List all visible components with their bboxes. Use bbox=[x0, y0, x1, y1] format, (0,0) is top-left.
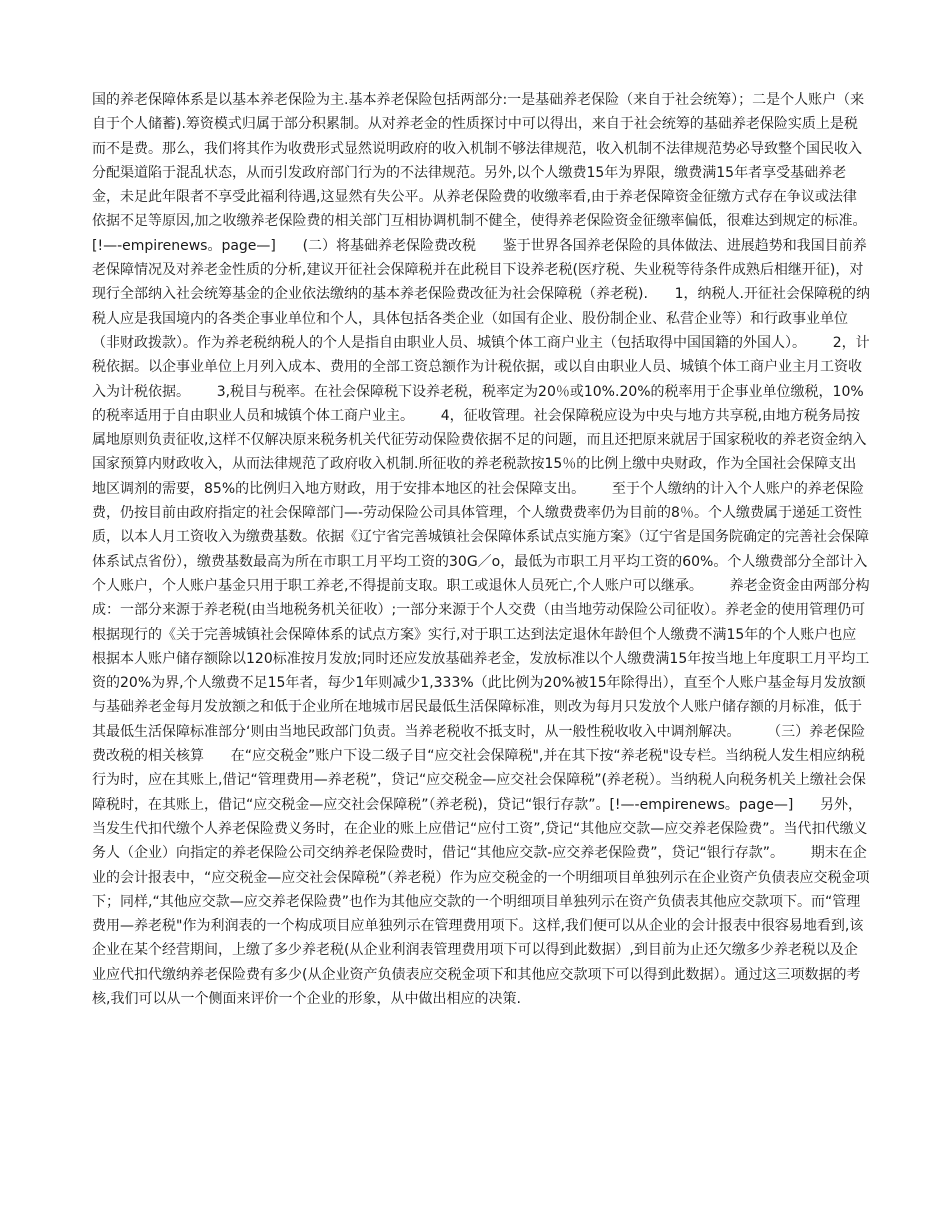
document-page bbox=[92, 88, 870, 1011]
document-body-text: 国的养老保障体系是以基本养老保险为主.基本养老保险包括两部分:一是基础养老保险（来自于社会统筹）；二是个人账户（来自于个人储蓄).筹资模式归属于部分积累制。从对养老金的性质探讨中可以得出，来自于社会统筹的基础养老保险实质上是税而不是费。那么，我们将其作为收费形式显然说明政府的收入机制不够法律规范，收入机制不法律规范势必导致整个国民收入分配渠道陷于混乱状态，从而引发政府部门行为的不法律规范。另外,以个人缴费15年为界限，缴费满15年者享受基础养老金，未足此年限者不享受此福利待遇,这显然有失公平。从养老保险费的收缴率看,由于养老保障资金征缴方式存在争议或法律依据不足等原因,加之收缴养老保险费的相关部门互相协调机制不健全，使得养老保险资金征缴率偏低，很难达到规定的标准。[!—-empirenews。page—] (二）将基础养老保险费改税 鉴于世界各国养老保险的具体做法、进展趋势和我国目前养老保障情况及对养老金性质的分析,建议开征社会保障税并在此税目下设养老税(医疗税、失业税等待条件成熟后相继开征)，对现行全部纳入社会统筹基金的企业依法缴纳的基本养老保险费改征为社会保障税（养老税). 1，纳税人.开征社会保障税的纳税人应是我国境内的各类企事业单位和个人，具体包括各类企业（如国有企业、股份制企业、私营企业等）和行政事业单位（非财政拨款）。作为养老税纳税人的个人是指自由职业人员、城镇个体工商户业主（包括取得中国国籍的外国人）。 2，计税依据。以企事业单位上月列入成本、费用的全部工资总额作为计税依据，或以自由职业人员、城镇个体工商户业主月工资收入为计税依据。 3,税目与税率。在社会保障税下设养老税，税率定为20％或10%.20%的税率用于企事业单位缴税，10%的税率适用于自由职业人员和城镇个体工商户业主。 4，征收管理。社会保障税应设为中央与地方共享税,由地方税务局按属地原则负责征收,这样不仅解决原来税务机关代征劳动保险费依据不足的问题，而且还把原来就居于国家税收的养老资金纳入国家预算内财政收入，从而法律规范了政府收入机制.所征收的养老税款按15％的比例上缴中央财政，作为全国社会保障支出地区调剂的需要，85%的比例归入地方财政，用于安排本地区的社会保障支出。 至于个人缴纳的计入个人账户的养老保险费，仍按目前由政府指定的社会保障部门—-劳动保险公司具体管理，个人缴费费率仍为目前的8％。个人缴费属于递延工资性质，以本人月工资收入为缴费基数。依据《辽宁省完善城镇社会保障体系试点实施方案》（辽宁省是国务院确定的完善社会保障体系试点省份），缴费基数最高为所在市职工月平均工资的30G／o，最低为市职工月平均工资的60%。个人缴费部分全部计入个人账户，个人账户基金只用于职工养老,不得提前支取。职工或退休人员死亡,个人账户可以继承。 养老金资金由两部分构成：一部分来源于养老税(由当地税务机关征收）;一部分来源于个人交费（由当地劳动保险公司征收）。养老金的使用管理仍可根据现行的《关于完善城镇社会保障体系的试点方案》实行,对于职工达到法定退休年龄但个人缴费不满15年的个人账户也应根据本人账户储存额除以120标准按月发放;同时还应发放基础养老金，发放标准以个人缴费满15年按当地上年度职工月平均工资的20%为界,个人缴费不足15年者，每少1年则减少1,333%（此比例为20%被15年除得出），直至个人账户基金每月发放额与基础养老金每月发放额之和低于企业所在地城市居民最低生活保障标准，则改为每月只发放个人账户储存额的月标准，低于其最低生活保障标准部分‘则由当地民政部门负责。当养老税收不抵支时，从一般性税收收入中调剂解决。 （三）养老保险费改税的相关核算 在“应交税金”账户下设二级子目“应交社会保障税",并在其下按“养老税"设专栏。当纳税人发生相应纳税行为时，应在其账上,借记“管理费用—养老税”，贷记“应交税金—应交社会保障税”(养老税）。当纳税人向税务机关上缴社会保障税时，在其账上，借记“应交税金—应交社会保障税”（养老税)，贷记“银行存款”。[!—-empirenews。page—] 另外，当发生代扣代缴个人养老保险费义务时，在企业的账上应借记“应付工资”,贷记“其他应交款—应交养老保险费”。当代扣代缴义务人（企业）向指定的养老保险公司交纳养老保险费时，借记“其他应交款-应交养老保险费”，贷记“银行存款”。 期末在企业的会计报表中，“应交税金—应交社会保障税”（养老税）作为应交税金的一个明细项目单独列示在企业资产负债表应交税金项下；同样,“其他应交款—应交养老保险费”也作为其他应交款的一个明细项目单独列示在资产负债表其他应交款项下。而“管理费用—养老税"作为利润表的一个构成项目应单独列示在管理费用项下。这样,我们便可以从企业的会计报表中很容易地看到,该企业在某个经营期间，上缴了多少养老税(从企业利润表管理费用项下可以得到此数据）,到目前为止还欠缴多少养老税以及企业应代扣代缴纳养老保险费有多少(从企业资产负债表应交税金项下和其他应交款项下可以得到此数据）。通过这三项数据的考核,我们可以从一个侧面来评价一个企业的形象，从中做出相应的决策. bbox=[92, 92, 870, 1007]
